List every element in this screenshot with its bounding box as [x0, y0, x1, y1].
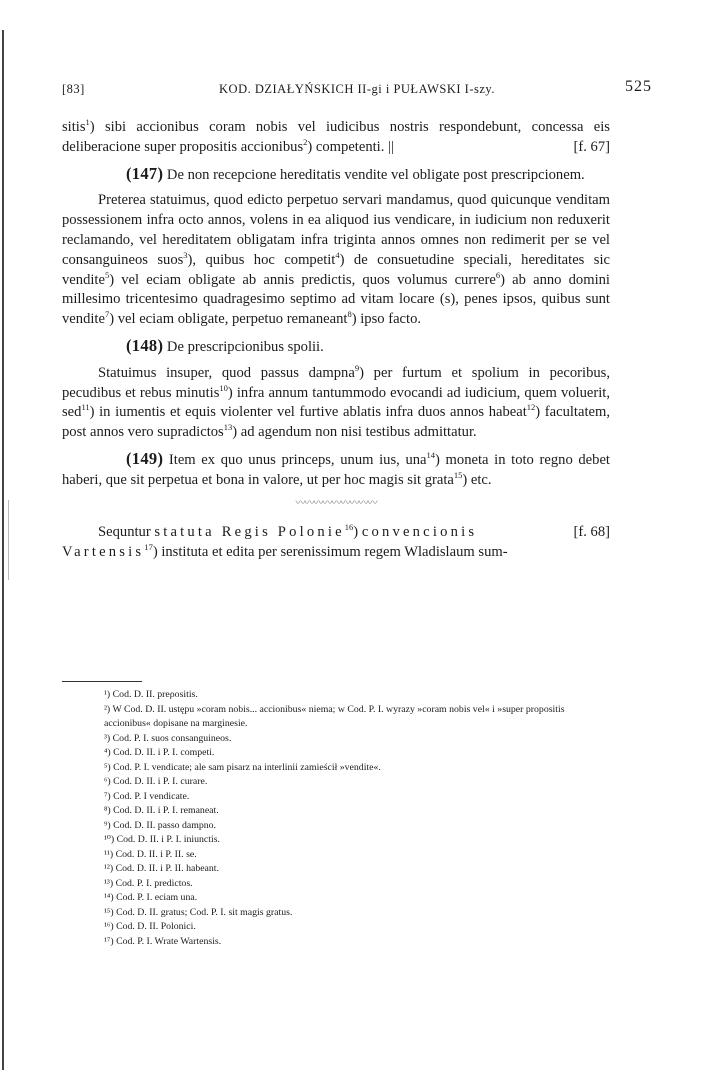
footnote: ⁶) Cod. D. II. i P. I. curare. — [104, 776, 208, 787]
footnote: ⁵) Cod. P. I. vendicate; ale sam pisarz na interlinii zamieścił »vendite«. — [104, 761, 381, 773]
footnote-ref: 1 — [85, 117, 90, 128]
scan-edge-line — [2, 30, 4, 1070]
footnote: ¹²) Cod. D. II. i P. II. habeant. — [104, 863, 219, 874]
footnote: ¹⁶) Cod. D. II. Polonici. — [104, 921, 196, 932]
footnote: ¹) Cod. D. II. preρositis. — [104, 689, 198, 700]
footnote: ¹³) Cod. P. I. predictos. — [104, 877, 193, 889]
footnote: ¹⁷) Cod. P. I. Wrate Wartensis. — [104, 935, 222, 947]
wavy-separator: 〰〰〰〰〰〰〰〰〰 — [295, 497, 377, 509]
footnote: ³) Cod. P. I. suos consanguineos. — [104, 732, 232, 744]
footnote: ⁹) Cod. D. II. passo dampno. — [104, 819, 216, 831]
page-bracket-number: [83] — [62, 82, 85, 96]
footnotes — [62, 688, 610, 949]
main-text — [62, 118, 610, 563]
paragraph-continuation: sitis$^1$) sibi accionibus coram nobis vel iudicibus nostris respondebunt, concessa eis deliberacione super propositis accionibus$^2$) competenti. || [f. 67] — [62, 118, 610, 158]
paragraph-149: (149) Item ex quo unus princeps, unum ius, una$^{14}$) moneta in toto regno debet haberi, que sit perpetua et bona in valore, ut per hoc magis sit grata$^{15}$) etc. — [62, 448, 610, 488]
folio-marker: [f. 68] — [573, 524, 610, 541]
section-number: (149) — [126, 448, 164, 468]
paragraph-statuta: Sequntur statuta Regis Polonie$^{16}$) convencionis [f. 68] Vartensis$^{17}$) instituta et edita per serenissimum regem Wladislaum sum- — [62, 522, 610, 561]
folio-marker: [f. 67] — [573, 138, 610, 155]
scan-edge-mark — [8, 500, 9, 580]
page-number: 525 — [625, 78, 652, 95]
footnote: ⁸) Cod. D. II. i P. I. remaneat. — [104, 805, 219, 816]
footnote-rule — [62, 681, 142, 682]
footnote: ¹⁰) Cod. D. II. i P. I. iniunctis. — [104, 834, 220, 845]
running-header — [62, 78, 652, 100]
section-heading-148: (148) De prescripcionibus spolii. — [126, 335, 324, 355]
running-title: KOD. DZIAŁYŃSKICH II-gi i PUŁAWSKI I-szy. — [219, 82, 495, 96]
footnote: ⁷) Cod. P. I vendicate. — [104, 790, 190, 802]
footnote-ref: 2 — [303, 136, 308, 147]
footnote: ¹⁵) Cod. D. II. gratus; Cod. P. I. sit magis gratus. — [104, 906, 293, 918]
paragraph-147: Preterea statuimus, quod edicto perpetuo servari mandamus, quod quicunque venditam possessionem infra octo annos, volens in ea aliquod ius vendicare, in iudicium non reduxerit reclamando, vel hereditatem obligatam infra triginta annos omnes non redimerit per se vel consanguineos suos$^3$), quibus hoc competit$^4$) de consuetudine speciali, hereditates sic vendite$^5$) vel eciam obligate ab annis predictis, quos volumus currere$^6$) ab anno domini millesimo tricentesimo quadragesimo septimo ad vitam locare (s), penes ipsos, quibus sunt vendite$^7$) vel eciam obligate, perpetuo remaneant$^8$) ipso facto. — [62, 192, 610, 328]
footnote: ¹¹) Cod. D. II. i P. II. se. — [104, 848, 197, 860]
footnote: ¹⁴) Cod. P. I. eciam una. — [104, 892, 198, 903]
footnote: ⁴) Cod. D. II. i P. I. competi. — [104, 747, 215, 758]
footnote: ²) W Cod. D. II. ustępu »coram nobis... accionibus« niema; w Cod. P. I. wyrazy »coram nobis vel« i »super propositis accionibus« dopisane na marginesie. — [104, 703, 565, 729]
section-number: (147) — [126, 163, 164, 183]
section-number: (148) — [126, 335, 164, 355]
paragraph-148: Statuimus insuper, quod passus dampna$^9$) per furtum et spolium in pecoribus, pecudibus et rebus minutis$^{10}$) infra annum tantummodo evocandi ad iudicium, quem voluerit, sed$^{11}$) in iumentis et equis violenter vel furtive ablatis infra duos annos habeat$^{12}$) facultatem, post annos vero supradictos$^{13}$) ad agendum non nisi testibus admittatur. — [62, 362, 611, 441]
section-heading-147: (147) De non recepcione hereditatis vendite vel obligate post prescripcionem. — [126, 163, 585, 183]
